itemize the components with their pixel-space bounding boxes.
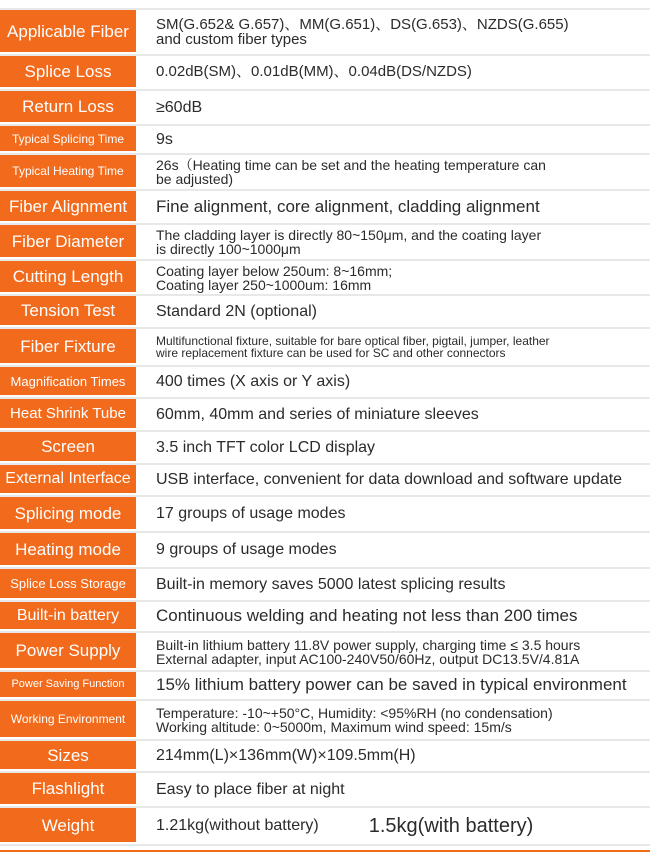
spec-label: Typical Heating Time bbox=[0, 155, 138, 189]
spec-row bbox=[0, 91, 650, 126]
spec-value-line: Coating layer below 250um: 8~16mm; bbox=[156, 262, 393, 279]
spec-row bbox=[0, 56, 650, 91]
spec-row bbox=[0, 225, 650, 261]
spec-row bbox=[0, 432, 650, 465]
spec-value-line: is directly 100~1000μm bbox=[156, 241, 301, 257]
spec-value bbox=[138, 296, 650, 327]
spec-value-line: Coating layer 250~1000um: 16mm bbox=[156, 276, 372, 293]
spec-value-line: Multifunctional fixture, suitable for bare optical fiber, pigtail, jumper, leather bbox=[156, 334, 550, 348]
spec-value-line: and custom fiber types bbox=[156, 31, 307, 48]
spec-row bbox=[0, 808, 650, 846]
spec-value-line: Working altitude: 0~5000m, Maximum wind speed: 15m/s bbox=[156, 719, 512, 735]
spec-value-line: USB interface, convenient for data download and software update bbox=[156, 471, 623, 489]
spec-label: Built-in battery bbox=[0, 602, 138, 631]
spec-label: Screen bbox=[0, 432, 138, 463]
spec-value-line: 9 groups of usage modes bbox=[156, 541, 337, 559]
spec-table bbox=[0, 8, 650, 846]
spec-row bbox=[0, 533, 650, 569]
spec-label: Flashlight bbox=[0, 773, 138, 806]
spec-label: Fiber Diameter bbox=[0, 225, 138, 259]
spec-value-line: 214mm(L)×136mm(W)×109.5mm(H) bbox=[156, 747, 416, 765]
spec-label: Splicing mode bbox=[0, 497, 138, 531]
weight-with-battery: 1.5kg(with battery) bbox=[368, 815, 534, 837]
spec-value bbox=[138, 672, 650, 699]
spec-value bbox=[138, 569, 650, 600]
spec-value bbox=[138, 497, 650, 531]
spec-label: External Interface bbox=[0, 465, 138, 495]
bottom-divider bbox=[0, 850, 650, 852]
spec-row bbox=[0, 633, 650, 672]
weight-without-battery: 1.21kg(without battery) bbox=[156, 817, 319, 834]
spec-value bbox=[138, 91, 650, 124]
spec-label: Splice Loss Storage bbox=[0, 569, 138, 600]
spec-value-line: be adjusted) bbox=[156, 171, 234, 187]
spec-row bbox=[0, 672, 650, 701]
spec-row bbox=[0, 8, 650, 56]
spec-label: Power Saving Function bbox=[0, 672, 138, 699]
spec-row bbox=[0, 465, 650, 497]
spec-value-line: The cladding layer is directly 80~150μm, and the coating layer bbox=[156, 227, 542, 243]
spec-value bbox=[138, 56, 650, 89]
spec-label: Weight bbox=[0, 808, 138, 844]
spec-value bbox=[138, 533, 650, 567]
spec-row bbox=[0, 602, 650, 633]
spec-label: Sizes bbox=[0, 741, 138, 771]
spec-value-line: Standard 2N (optional) bbox=[156, 302, 317, 320]
spec-row bbox=[0, 399, 650, 432]
spec-row bbox=[0, 261, 650, 296]
spec-label: Fiber Alignment bbox=[0, 191, 138, 223]
spec-label: Applicable Fiber bbox=[0, 10, 138, 54]
spec-label: Working Environment bbox=[0, 701, 138, 739]
spec-value bbox=[138, 10, 650, 54]
spec-value bbox=[138, 155, 650, 189]
spec-value bbox=[138, 191, 650, 223]
spec-value bbox=[138, 701, 650, 739]
spec-label: Heat Shrink Tube bbox=[0, 399, 138, 430]
spec-row bbox=[0, 296, 650, 329]
spec-label: Heating mode bbox=[0, 533, 138, 567]
spec-label: Typical Splicing Time bbox=[0, 126, 138, 153]
spec-label: Magnification Times bbox=[0, 367, 138, 397]
spec-label: Tension Test bbox=[0, 296, 138, 327]
spec-label: Return Loss bbox=[0, 91, 138, 124]
spec-row bbox=[0, 569, 650, 602]
spec-value-line: Continuous welding and heating not less than 200 times bbox=[156, 606, 578, 626]
spec-value bbox=[138, 808, 650, 844]
spec-value-line: Fine alignment, core alignment, cladding alignment bbox=[156, 196, 540, 216]
spec-value-line: 9s bbox=[156, 130, 173, 148]
spec-value bbox=[138, 329, 650, 365]
spec-value bbox=[138, 399, 650, 430]
spec-row bbox=[0, 367, 650, 399]
spec-value bbox=[138, 633, 650, 670]
spec-row bbox=[0, 701, 650, 741]
spec-row bbox=[0, 773, 650, 808]
spec-value-line: External adapter, input AC100-240V50/60Hz, output DC13.5V/4.81A bbox=[156, 650, 580, 667]
spec-row bbox=[0, 497, 650, 533]
spec-value-line: Temperature: -10~+50°C, Humidity: <95%RH (no condensation) bbox=[156, 705, 553, 721]
spec-value-line: 3.5 inch TFT color LCD display bbox=[156, 438, 376, 456]
spec-value bbox=[138, 465, 650, 495]
spec-label: Fiber Fixture bbox=[0, 329, 138, 365]
spec-value-line: 17 groups of usage modes bbox=[156, 505, 346, 523]
spec-value-line: 400 times (X axis or Y axis) bbox=[156, 373, 351, 391]
spec-label: Power Supply bbox=[0, 633, 138, 670]
spec-value-line: Built-in lithium battery 11.8V power supply, charging time ≤ 3.5 hours bbox=[156, 636, 581, 653]
spec-value bbox=[138, 367, 650, 397]
spec-row bbox=[0, 191, 650, 225]
spec-label: Cutting Length bbox=[0, 261, 138, 294]
spec-row bbox=[0, 155, 650, 191]
spec-value bbox=[138, 261, 650, 294]
spec-value bbox=[138, 432, 650, 463]
spec-row bbox=[0, 126, 650, 155]
spec-value bbox=[138, 602, 650, 631]
spec-value bbox=[138, 225, 650, 259]
spec-value bbox=[138, 773, 650, 806]
spec-label: Splice Loss bbox=[0, 56, 138, 89]
spec-value-line: 15% lithium battery power can be saved in typical environment bbox=[156, 675, 627, 695]
spec-value bbox=[138, 126, 650, 153]
spec-value bbox=[138, 741, 650, 771]
spec-value-line: 26s（Heating time can be set and the heating temperature can bbox=[156, 157, 546, 173]
spec-value-line: Easy to place fiber at night bbox=[156, 780, 345, 798]
spec-value-line: ≥60dB bbox=[156, 98, 203, 116]
spec-value-line: wire replacement fixture can be used for SC and other connectors bbox=[156, 346, 506, 360]
spec-value-line: 60mm, 40mm and series of miniature sleeves bbox=[156, 405, 479, 423]
spec-value-line: 0.02dB(SM)、0.01dB(MM)、0.04dB(DS/NZDS) bbox=[156, 63, 472, 81]
spec-value-line: Built-in memory saves 5000 latest splicing results bbox=[156, 575, 506, 593]
spec-value-line: SM(G.652& G.657)、MM(G.651)、DS(G.653)、NZDS(G.655) bbox=[156, 16, 569, 33]
spec-row bbox=[0, 741, 650, 773]
spec-row bbox=[0, 329, 650, 367]
